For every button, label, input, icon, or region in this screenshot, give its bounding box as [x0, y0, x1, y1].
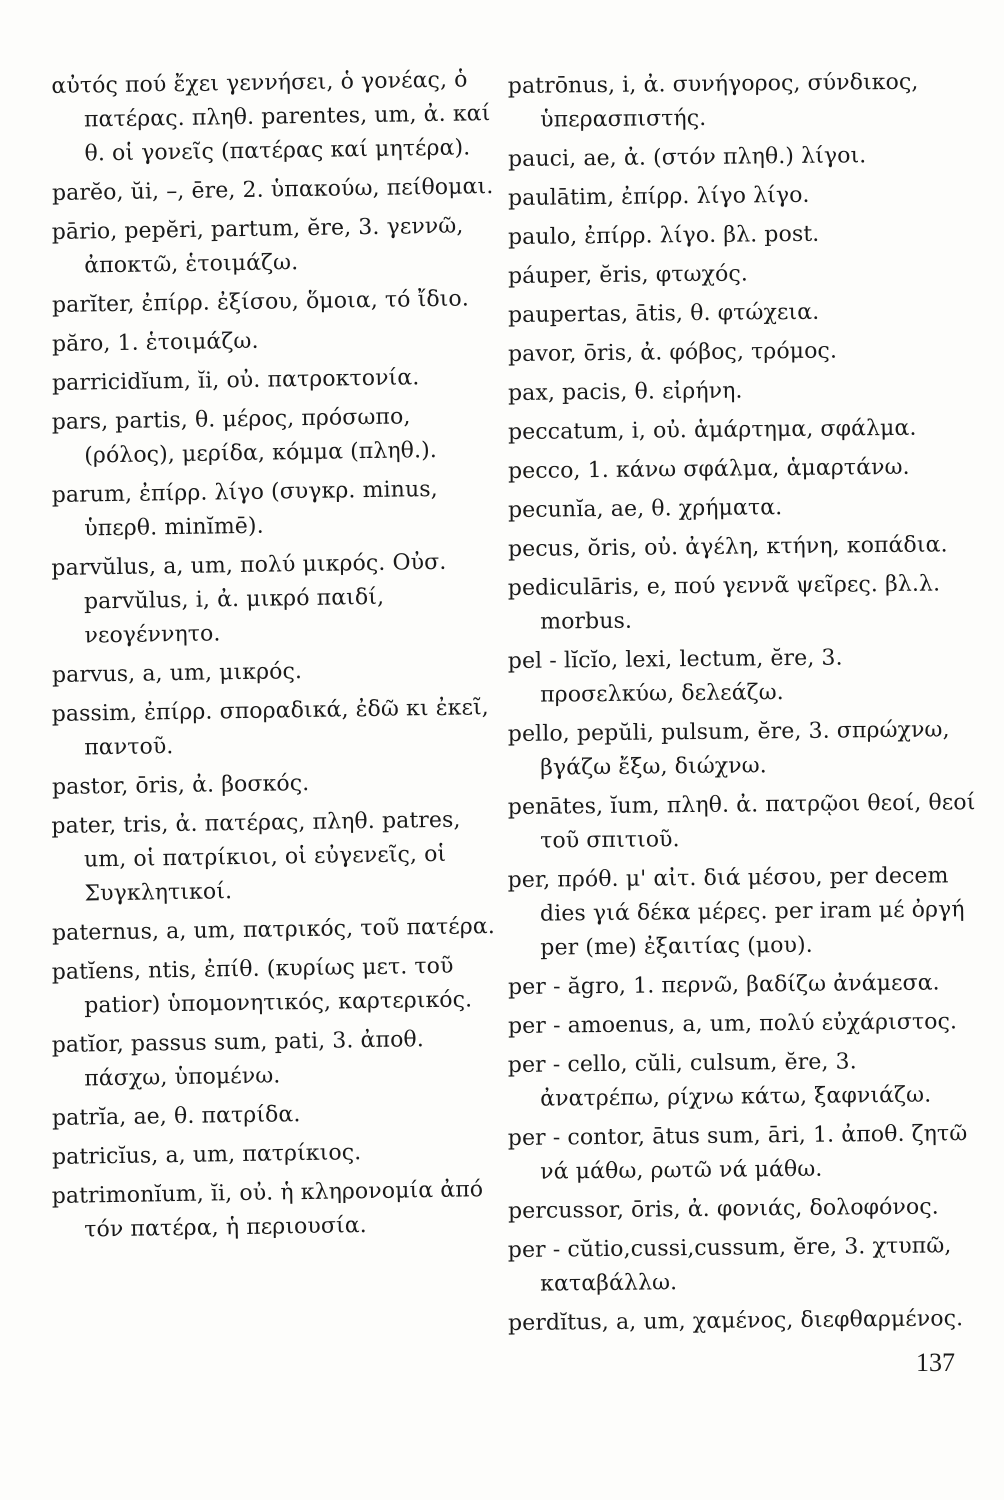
dictionary-entry: paupertas, ātis, θ. φτώχεια.: [507, 299, 820, 328]
dictionary-entry: pārio, pepĕri, partum, ĕre, 3. γεννῶ, ἀποκτῶ, ἑτοιμάζω.: [51, 213, 464, 279]
dictionary-entry: passim, ἐπίρρ. σποραδικά, ἐδῶ κι ἐκεῖ, παντοῦ.: [51, 695, 489, 761]
dictionary-entry: penātes, ĭum, πληθ. ἀ. πατρῷοι θεοί, θεοί τοῦ σπιτιοῦ.: [507, 790, 976, 854]
dictionary-entry: per - amoenus, a, um, πολύ εὐχάριστος.: [507, 1009, 958, 1039]
dictionary-entry: páuper, ĕris, φτωχός.: [507, 261, 749, 289]
dictionary-entry: parvŭlus, a, um, πολύ μικρός. Οὐσ. parvŭlus, i, ἀ. μικρό παιδί, νεογέννητο.: [51, 549, 447, 649]
right-column: [508, 70, 978, 1346]
dictionary-entry: parĭter, ἐπίρρ. ἐξίσου, ὅμοια, τό ἴδιο.: [51, 286, 470, 318]
dictionary-entry: perdĭtus, a, um, χαμένος, διεφθαρμένος.: [507, 1306, 964, 1336]
dictionary-entry: pecus, ŏris, οὐ. ἀγέλη, κτήνη, κοπάδια.: [507, 532, 948, 562]
dictionary-entry: peccatum, i, οὐ. ἁμάρτημα, σφάλμα.: [507, 415, 917, 445]
dictionary-entry: pastor, ōris, ἀ. βοσκός.: [51, 770, 310, 800]
dictionary-entry: pax, pacis, θ. εἰρήνη.: [507, 378, 743, 406]
dictionary-entry: patrĭa, ae, θ. πατρίδα.: [51, 1102, 301, 1131]
dictionary-entry: parvus, a, um, μικρός.: [51, 659, 303, 688]
dictionary-entry: păro, 1. ἑτοιμάζω.: [51, 328, 259, 357]
dictionary-entry: αὐτός πού ἔχει γεννήσει, ὁ γονέας, ὁ πατέρας. πληθ. parentes, um, ἀ. καί θ. οἱ γονεῖς (πατέρας καί μητέρα).: [51, 67, 491, 167]
dictionary-entry: patricĭus, a, um, πατρίκιος.: [51, 1140, 362, 1170]
dictionary-entry: paulo, ἐπίρρ. λίγο. βλ. post.: [507, 221, 820, 250]
dictionary-entry: parricidĭum, ĭi, οὐ. πατροκτονία.: [51, 365, 420, 396]
dictionary-entry: pediculāris, e, πού γεννᾶ ψεῖρες. βλ.λ. morbus.: [507, 571, 941, 635]
dictionary-entry: per - cello, cŭli, culsum, ĕre, 3. ἀνατρέπω, ρίχνω κάτω, ξαφνιάζω.: [507, 1049, 932, 1112]
dictionary-entry: patrimonĭum, ĭi, οὐ. ἡ κληρονομία ἀπό τόν πατέρα, ἡ περιουσία.: [51, 1177, 484, 1243]
dictionary-entry: pars, partis, θ. μέρος, πρόσωπο, (ρόλος), μερίδα, κόμμα (πληθ.).: [51, 404, 438, 469]
dictionary-entry: parĕo, ŭi, –, ēre, 2. ὑπακούω, πείθομαι.: [51, 174, 494, 206]
dictionary-entry: pauci, ae, ἀ. (στόν πληθ.) λίγοι.: [507, 143, 867, 172]
dictionary-entry: pecco, 1. κάνω σφάλμα, ἁμαρτάνω.: [507, 454, 910, 484]
dictionary-entry: pel - lĭcĭo, lexi, lectum, ĕre, 3. προσελκύω, δελεάζω.: [507, 645, 843, 708]
dictionary-entry: pavor, ōris, ἀ. φόβος, τρόμος.: [507, 338, 838, 367]
dictionary-entry: pater, tris, ἀ. πατέρας, πληθ. patres, um, οἱ πατρίκιοι, οἱ εὐγενεῖς, οἱ Συγκλητικοί.: [51, 807, 461, 907]
dictionary-entry: per - ăgro, 1. περνῶ, βαδίζω ἀνάμεσα.: [507, 970, 940, 1000]
dictionary-entry: paulātim, ἐπίρρ. λίγο λίγο.: [507, 182, 810, 211]
page-number: 137: [916, 1348, 955, 1377]
dictionary-entry: patrōnus, i, ἀ. συνήγορος, σύνδικος, ὑπερασπιστής.: [507, 69, 919, 133]
dictionary-entry: per, πρόθ. μ' αἰτ. διά μέσου, per decem dies γιά δέκα μέρες. per iram μέ ὀργή per (me) ἐξαιτίας (μου).: [507, 863, 965, 961]
dictionary-entry: paternus, a, um, πατρικός, τοῦ πατέρα.: [51, 914, 496, 946]
left-column: [51, 67, 500, 1253]
dictionary-entry: patĭens, ntis, ἐπίθ. (κυρίως μετ. τοῦ patior) ὑπομονητικός, καρτερικός.: [51, 953, 473, 1019]
dictionary-entry: pello, pepŭli, pulsum, ĕre, 3. σπρώχνω, βγάζω ἔξω, διώχνω.: [507, 717, 950, 781]
dictionary-entry: patĭor, passus sum, pati, 3. ἀποθ. πάσχω, ὑπομένω.: [51, 1027, 425, 1092]
dictionary-entry: percussor, ōris, ἀ. φονιάς, δολοφόνος.: [507, 1194, 939, 1224]
dictionary-entry: per - contor, ātus sum, āri, 1. ἀποθ. ζητῶ νά μάθω, ρωτῶ νά μάθω.: [507, 1121, 968, 1185]
dictionary-entry: per - cŭtio,cussi,cussum, ĕre, 3. χτυπῶ, καταβάλλω.: [507, 1233, 952, 1297]
dictionary-entry: pecunĭa, ae, θ. χρήματα.: [507, 495, 783, 523]
dictionary-entry: parum, ἐπίρρ. λίγο (συγκρ. minus, ὑπερθ. minĭmē).: [51, 476, 438, 542]
